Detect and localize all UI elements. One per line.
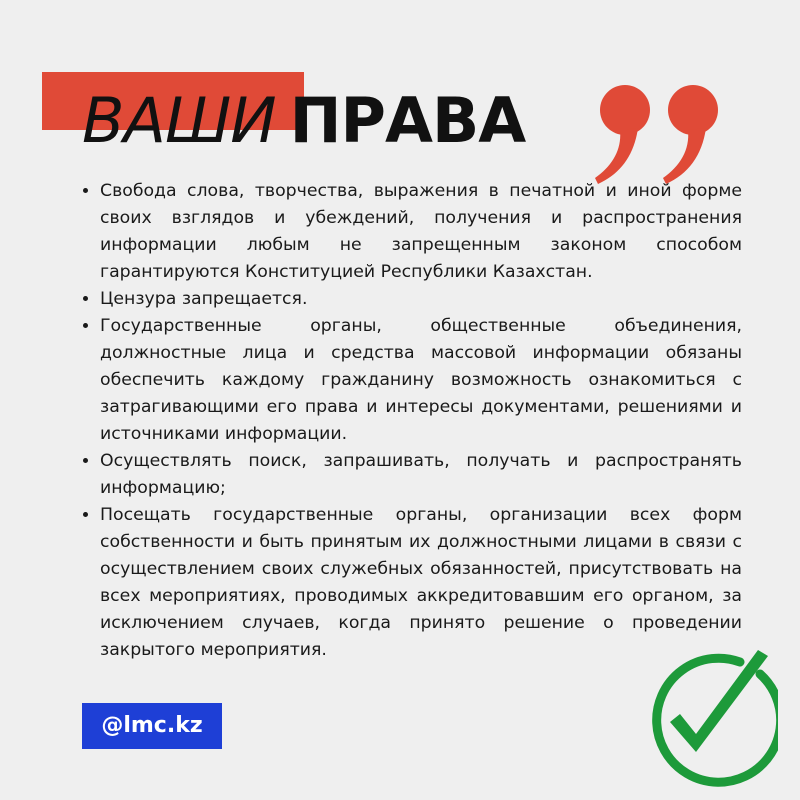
title-word-your: ВАШИ bbox=[82, 84, 276, 157]
list-item: • Свобода слова, творчества, выражения в печатной и иной форме своих взглядов и убеждений, получения и распространения информации любым не запрещенным законом способом гарантируются Конституцией Республики Казахстан. bbox=[100, 178, 742, 286]
list-item: • Посещать государственные органы, организации всех форм собственности и быть принятым их должностными лицами в связи с осуществлением своих служебных обязанностей, присутствовать на всех мероприятиях, проводимых аккредитовавшим его органом, за исключением случаев, когда принято решение о проведении закрытого мероприятия. bbox=[100, 502, 742, 664]
list-item: • Государственные органы, общественные объединения, должностные лица и средства массовой информации обязаны обеспечить каждому гражданину возможность ознакомиться с затрагивающими его права и интересы документами, решениями и источниками информации. bbox=[100, 313, 742, 448]
list-item: • Осуществлять поиск, запрашивать, получать и распространять информацию; bbox=[100, 448, 742, 502]
rights-list bbox=[78, 178, 742, 664]
list-item: • Цензура запрещается. bbox=[100, 286, 742, 313]
social-handle-badge: @lmc.kz bbox=[82, 703, 222, 749]
checkmark-circle-icon bbox=[632, 644, 778, 790]
title-word-rights: ПРАВА bbox=[289, 84, 526, 157]
page-title bbox=[82, 86, 525, 156]
quote-marks-icon bbox=[590, 78, 730, 188]
